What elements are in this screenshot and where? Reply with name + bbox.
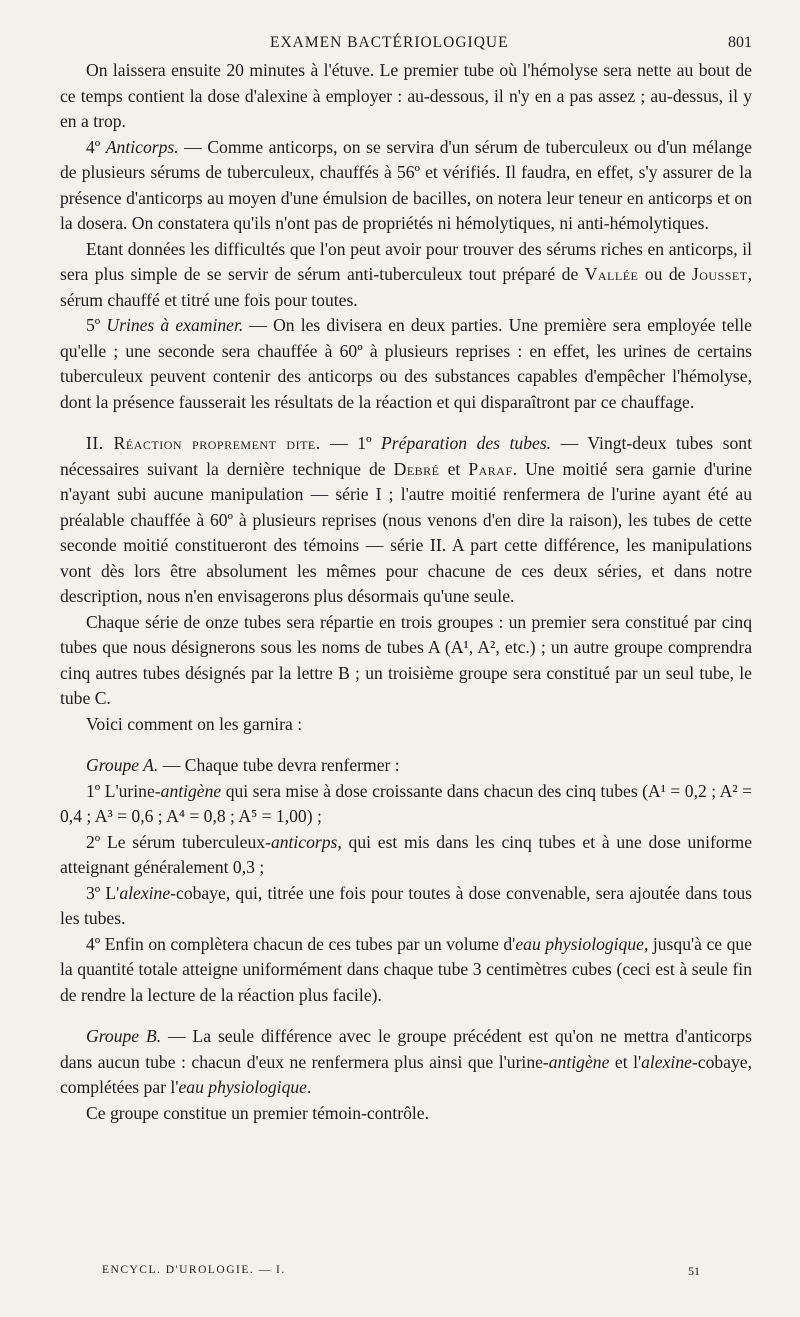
page-footer <box>102 1264 700 1276</box>
paragraph-temoin: Ce groupe constitue un premier témoin-contrôle. <box>86 1102 429 1123</box>
author-name: Jousset <box>691 264 748 284</box>
page-body <box>60 58 752 1126</box>
paragraph-lead: Groupe B. <box>86 1026 162 1046</box>
paragraph-item-4: 4º Enfin on complètera chacun de ces tubes par un volume d'eau physiologique, jusqu'à ce que la quantité totale atteigne uniformément dans chaque tube 3 centimètres cubes (ceci est à seule fin de rendre la lecture de la réaction plus facile). <box>60 933 752 1005</box>
page-number: 801 <box>728 34 752 51</box>
paragraph-item-3: 3º L'alexine-cobaye, qui, titrée une fois pour toutes à dose convenable, sera ajoutée dans tous les tubes. <box>60 882 752 928</box>
paragraph-lead: Urines à examiner. <box>106 315 244 335</box>
paragraph-groupe-a: Groupe A. — Chaque tube devra renfermer : <box>86 755 400 775</box>
paragraph-series: Chaque série de onze tubes sera répartie en trois groupes : un premier sera constitué par cinq tubes que nous désignerons sous les noms de tubes A (A¹, A², etc.) ; un autre groupe comprendra cinq autres tubes désignés par la lettre B ; un troisième groupe sera constitué par un seul tube, le tube C. <box>60 611 752 708</box>
paragraph-anticorps: 4º Anticorps. — Comme anticorps, on se servira d'un sérum de tuberculeux ou d'un mélange de plusieurs sérums de tuberculeux, chauffés à 56º et vérifiés. Il faudra, en effet, s'y assurer de la présence d'anticorps au moyen d'une émulsion de bacilles, on notera leur teneur en anticorps et on la dosera. On constatera qu'ils n'ont pas de propriétés ni hémolytiques, ni anti-hémolytiques. <box>60 136 752 233</box>
author-name: Debré <box>393 458 440 479</box>
author-name: Paraf <box>468 458 513 479</box>
paragraph-reaction: II. Réaction proprement dite. — 1º Préparation des tubes. — Vingt-deux tubes sont nécessaires suivant la dernière technique de Debré et Paraf. Une moitié sera garnie d'urine n'ayant subi aucune manipulation — série I ; l'autre moitié renfermera de l'urine ayant été au préalable chauffée à 60º à plusieurs reprises (nous venons d'en dire la raison), les tubes de cette seconde moitié constitueront des témoins — série II. A part cette différence, les manipulations vont dès lors être absolument les mêmes pour chacune de ces deux séries, et dans notre description, nous n'en envisagerons plus désormais qu'une seule. <box>60 433 753 606</box>
paragraph-groupe-b: Groupe B. — La seule différence avec le groupe précédent est qu'on ne mettra d'anticorps dans aucun tube : chacun d'eux ne renfermera plus ainsi que l'urine-antigène et l'alexine-cobaye, complétées par l'eau physiologique. <box>60 1026 752 1097</box>
paragraph-item-1: 1º L'urine-antigène qui sera mise à dose croissante dans chacun des cinq tubes (A¹ = 0,2 ; A² = 0,4 ; A³ = 0,6 ; A⁴ = 0,8 ; A⁵ = 1,00) ; <box>60 780 752 826</box>
section-heading: II. Réaction proprement dite. <box>86 433 321 453</box>
paragraph-alexine-dose: On laissera ensuite 20 minutes à l'étuve. Le premier tube où l'hémolyse sera nette au bout de ce temps contient la dose d'alexine à employer : au-dessous, il n'y en a pas assez ; au-dessus, il y en a trop. <box>60 60 752 131</box>
paragraph-lead: Anticorps. <box>105 136 179 157</box>
signature-mark: 51 <box>688 1264 700 1278</box>
footer-reference: ENCYCL. D'UROLOGIE. — I. <box>102 1264 286 1276</box>
paragraph-intro: Voici comment on les garnira : <box>86 713 303 734</box>
paragraph-serum-anti-tuberculeux: Etant données les difficultés que l'on peut avoir pour trouver des sérums riches en anticorps, il sera plus simple de se servir de sérum anti-tuberculeux tout préparé de Vallée ou de Jousset, sérum chauffé et titré une fois pour toutes. <box>60 238 752 310</box>
paragraph-lead: Groupe A. <box>86 755 159 775</box>
paragraph-urines: 5º Urines à examiner. — On les divisera en deux parties. Une première sera employée telle qu'elle ; une seconde sera chauffée à 60º à plusieurs reprises : en effet, les urines de certains tuberculeux peuvent contenir des anticorps ou des substances capables d'empêcher l'hémolyse, dont la présence fausserait les résultats de la réaction et qui disparaîtront par ce chauffage. <box>60 315 752 412</box>
header-title: EXAMEN BACTÉRIOLOGIQUE <box>270 34 509 51</box>
paragraph-lead: Préparation des tubes. <box>381 433 552 453</box>
running-header <box>60 28 752 58</box>
paragraph-item-2: 2º Le sérum tuberculeux-anticorps, qui est mis dans les cinq tubes et à une dose uniforme atteignant généralement 0,3 ; <box>60 831 753 877</box>
author-name: Vallée <box>584 264 639 284</box>
